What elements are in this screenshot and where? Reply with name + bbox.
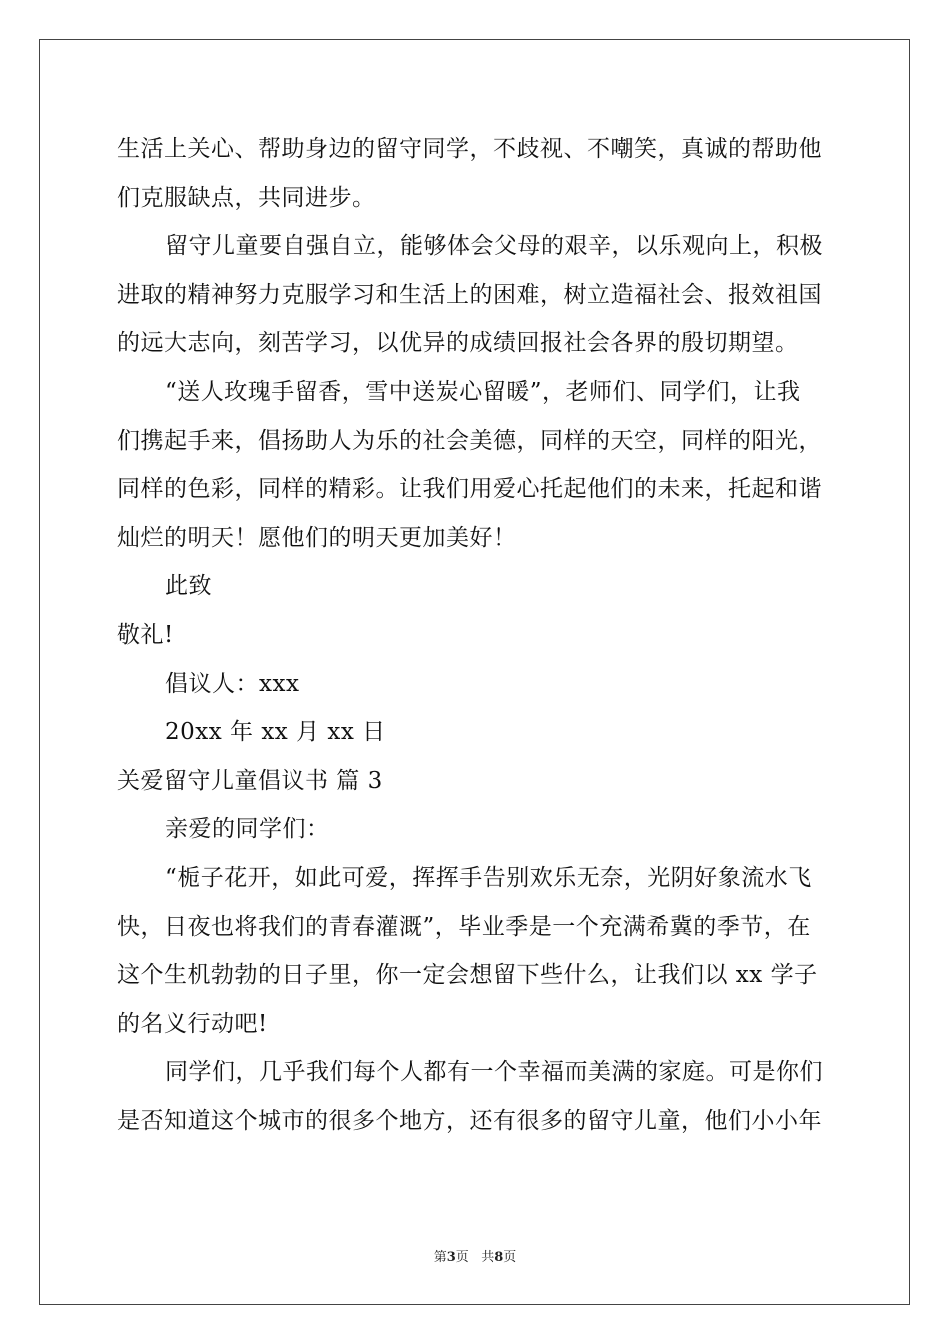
footer-prefix: 第 bbox=[433, 1250, 447, 1265]
body-line: 同样的色彩，同样的精彩。让我们用爱心托起他们的未来，托起和谐 bbox=[117, 476, 822, 503]
body-line: “送人玫瑰手留香，雪中送炭心留暖”，老师们、同学们，让我 bbox=[165, 378, 801, 405]
footer-middle: 页 共 bbox=[455, 1250, 495, 1265]
current-page-number: 3 bbox=[446, 1250, 456, 1265]
body-line: 进取的精神努力克服学习和生活上的困难，树立造福社会、报效祖国 bbox=[117, 281, 822, 308]
body-line: 灿烂的明天！愿他们的明天更加美好！ bbox=[117, 524, 517, 551]
closing-regards: 敬礼! bbox=[117, 621, 174, 648]
body-line: 生活上关心、帮助身边的留守同学，不歧视、不嘲笑，真诚的帮助他 bbox=[117, 136, 822, 162]
body-line: “栀子花开，如此可爱，挥挥手告别欢乐无奈，光阴好象流水飞 bbox=[165, 864, 812, 891]
greeting: 亲爱的同学们： bbox=[165, 816, 330, 843]
page-footer bbox=[0, 1246, 950, 1265]
body-line: 们克服缺点，共同进步。 bbox=[117, 184, 376, 211]
body-line: 是否知道这个城市的很多个地方，还有很多的留守儿童，他们小小年 bbox=[117, 1107, 822, 1134]
body-line: 的远大志向，刻苦学习，以优异的成绩回报社会各界的殷切期望。 bbox=[117, 330, 799, 357]
document-body bbox=[117, 125, 837, 1145]
body-line: 的名义行动吧! bbox=[117, 1010, 268, 1037]
date-line: 20xx 年 xx 月 xx 日 bbox=[165, 719, 386, 746]
signatory: 倡议人：xxx bbox=[165, 670, 300, 697]
body-line: 这个生机勃勃的日子里，你一定会想留下些什么，让我们以 xx 学子 bbox=[117, 962, 818, 989]
body-line: 同学们，几乎我们每个人都有一个幸福而美满的家庭。可是你们 bbox=[165, 1059, 823, 1086]
total-page-number: 8 bbox=[494, 1250, 504, 1265]
section-title: 关爱留守儿童倡议书 篇 3 bbox=[117, 767, 383, 794]
body-line: 留守儿童要自强自立，能够体会父母的艰辛，以乐观向上，积极 bbox=[165, 233, 823, 260]
footer-suffix: 页 bbox=[503, 1250, 517, 1265]
closing-salutation: 此致 bbox=[165, 573, 212, 600]
body-line: 快，日夜也将我们的青春灌溉”，毕业季是一个充满希冀的季节，在 bbox=[117, 913, 811, 940]
body-line: 们携起手来，倡扬助人为乐的社会美德，同样的天空，同样的阳光， bbox=[117, 427, 822, 454]
